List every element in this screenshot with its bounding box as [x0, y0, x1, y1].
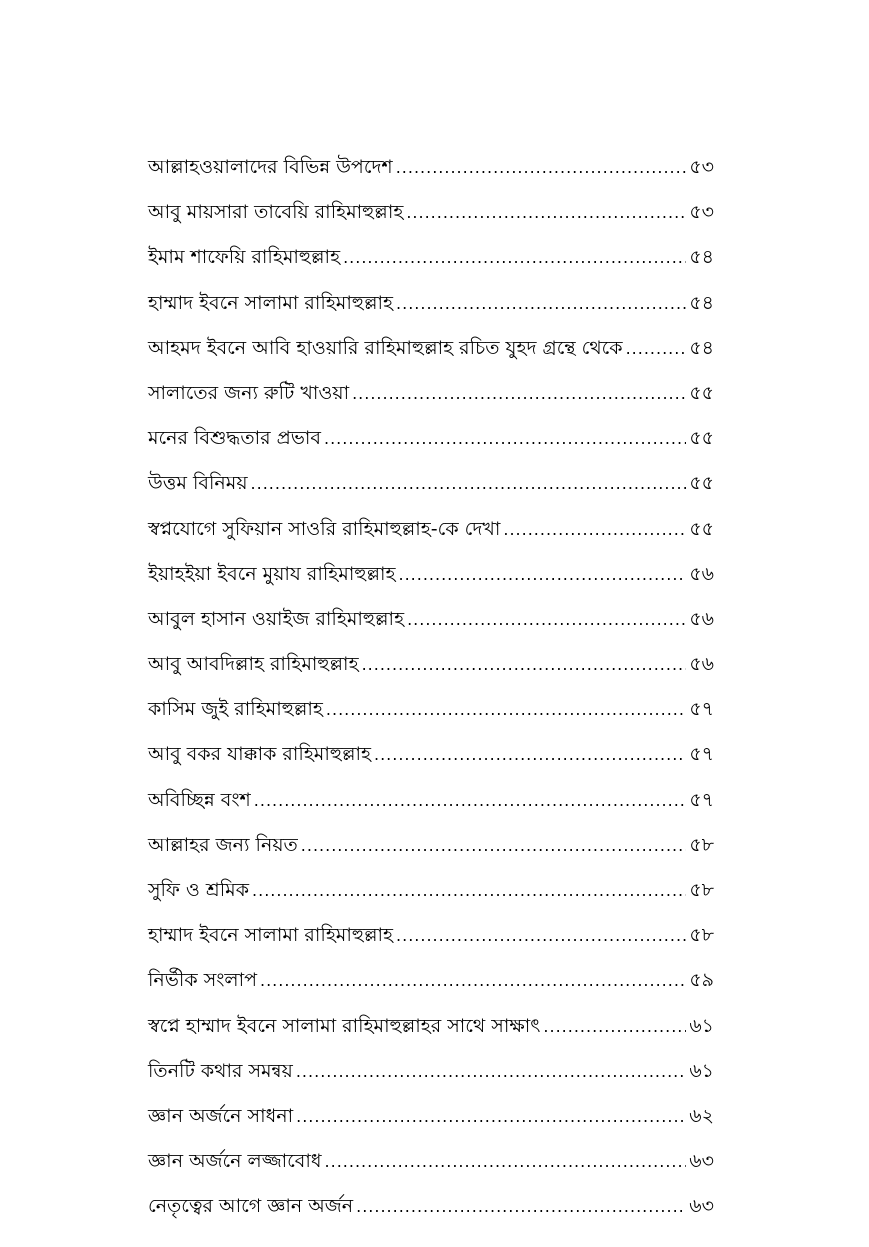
toc-entry [148, 920, 714, 965]
toc-entry [148, 514, 714, 559]
toc-entry [148, 152, 714, 197]
toc-entry-title: স্বপ্নযোগে সুফিয়ান সাওরি রাহিমাহুল্লাহ-কে দেখা [148, 517, 501, 540]
toc-entry-page: ৫৩ [689, 201, 714, 224]
toc-entry-title: জ্ঞান অর্জনে লজ্জাবোধ [148, 1150, 322, 1173]
toc-entry-title: আবু বকর যাক্কাক রাহিমাহুল্লাহ [148, 743, 371, 766]
toc-entry [148, 604, 714, 649]
toc-dot-leader [254, 786, 687, 816]
toc-entry-title: আহমদ ইবনে আবি হাওয়ারি রাহিমাহুল্লাহ রচিত যুহদ গ্রন্থে থেকে [148, 336, 623, 359]
toc-entry-title: নেতৃত্বের আগে জ্ঞান অর্জন [148, 1195, 354, 1218]
toc-entry [148, 965, 714, 1010]
toc-entry-page: ৫৪ [689, 246, 714, 269]
toc-entry-page: ৫৬ [689, 653, 714, 676]
toc-entry-page: ৫৬ [689, 562, 714, 585]
toc-entry [148, 1101, 714, 1146]
toc-entry-page: ৫৫ [689, 427, 714, 450]
toc-entry-title: তিনটি কথার সমন্বয় [148, 1059, 293, 1082]
toc-dot-leader [503, 515, 686, 545]
toc-dot-leader [406, 198, 686, 228]
toc-entry-title: হাম্মাদ ইবনে সালামা রাহিমাহুল্লাহ [148, 291, 394, 314]
toc-entry [148, 559, 714, 604]
toc-dot-leader [252, 876, 686, 906]
toc-entry-page: ৫৫ [689, 472, 714, 495]
toc-entry [148, 649, 714, 694]
toc-dot-leader [396, 153, 687, 183]
toc-entry-title: আল্লাহর জন্য নিয়ত [148, 833, 298, 856]
toc-entry-page: ৬১ [689, 1059, 714, 1082]
toc-dot-leader [398, 560, 686, 590]
toc-entry [148, 875, 714, 920]
toc-entry-title: আল্লাহওয়ালাদের বিভিন্ন উপদেশ [148, 156, 393, 178]
toc-entry [148, 830, 714, 875]
toc-entry-title: জ্ঞান অর্জনে সাধনা [148, 1104, 294, 1127]
toc-entry-page: ৬২ [689, 1104, 714, 1127]
toc-dot-leader [326, 695, 686, 725]
toc-entry-title: সুফি ও শ্রমিক [148, 879, 250, 901]
toc-dot-leader [251, 469, 687, 499]
toc-entry-page: ৫৮ [689, 924, 714, 947]
toc-dot-leader [325, 1147, 687, 1177]
toc-entry-title: আবুল হাসান ওয়াইজ রাহিমাহুল্লাহ [148, 607, 405, 630]
toc-dot-leader [296, 1102, 686, 1132]
toc-dot-leader [362, 650, 687, 680]
toc-entry-title: ইমাম শাফেয়ি রাহিমাহুল্লাহ [148, 246, 341, 269]
toc-entry-page: ৬৩ [689, 1195, 714, 1218]
toc-entry-title: উত্তম বিনিময় [148, 472, 248, 495]
toc-dot-leader [324, 424, 686, 454]
toc-entry-page: ৫৮ [689, 833, 714, 856]
toc-dot-leader [396, 289, 686, 319]
toc-entry-page: ৫৯ [689, 969, 714, 992]
toc-entry-page: ৫৬ [689, 607, 714, 630]
toc-entry [148, 1146, 714, 1191]
toc-entry-title: হাম্মাদ ইবনে সালামা রাহিমাহুল্লাহ [148, 924, 394, 947]
toc-entry [148, 1191, 714, 1236]
toc-dot-leader [396, 921, 686, 951]
toc-entry-page: ৫৪ [689, 336, 714, 359]
toc-entry-title: আবু মায়সারা তাবেয়ি রাহিমাহুল্লাহ [148, 201, 404, 224]
toc-entry-title: আবু আবদিল্লাহ রাহিমাহুল্লাহ [148, 653, 359, 676]
toc-dot-leader [301, 831, 687, 861]
toc-dot-leader [374, 740, 686, 770]
toc-entry-page: ৫৫ [689, 381, 714, 404]
toc-entry-page: ৬১ [689, 1014, 714, 1037]
table-of-contents [148, 152, 714, 1237]
toc-entry [148, 468, 714, 513]
toc-entry [148, 423, 714, 468]
toc-entry [148, 242, 714, 287]
toc-entry-page: ৫৭ [689, 788, 714, 811]
toc-dot-leader [356, 1192, 686, 1222]
toc-entry-title: স্বপ্নে হাম্মাদ ইবনে সালামা রাহিমাহুল্লাহর সাথে সাক্ষাৎ [148, 1014, 541, 1037]
toc-dot-leader [352, 379, 686, 409]
toc-entry [148, 378, 714, 423]
toc-entry-page: ৫৩ [689, 156, 714, 178]
toc-dot-leader [260, 966, 686, 996]
toc-entry-page: ৫৭ [689, 698, 714, 721]
toc-entry-title: সালাতের জন্য রুটি খাওয়া [148, 381, 350, 404]
toc-dot-leader [543, 1012, 686, 1042]
toc-entry-page: ৫৮ [689, 879, 714, 901]
toc-entry [148, 694, 714, 739]
toc-entry [148, 1056, 714, 1101]
toc-entry [148, 288, 714, 333]
toc-entry-page: ৫৪ [689, 291, 714, 314]
toc-dot-leader [343, 243, 686, 273]
toc-entry-page: ৫৭ [689, 743, 714, 766]
toc-entry-title: নির্ভীক সংলাপ [148, 969, 257, 992]
toc-entry [148, 333, 714, 378]
toc-dot-leader [296, 1057, 686, 1087]
toc-entry-page: ৫৫ [689, 517, 714, 540]
toc-entry [148, 197, 714, 242]
toc-entry-title: ইয়াহইয়া ইবনে মুয়ায রাহিমাহুল্লাহ [148, 562, 396, 585]
toc-dot-leader [407, 605, 686, 635]
toc-entry-title: অবিচ্ছিন্ন বংশ [148, 788, 251, 811]
toc-dot-leader [626, 334, 687, 364]
toc-entry [148, 739, 714, 784]
toc-entry [148, 1011, 714, 1056]
toc-entry-title: কাসিম জুই রাহিমাহুল্লাহ [148, 698, 323, 721]
toc-entry [148, 785, 714, 830]
toc-entry-title: মনের বিশুদ্ধতার প্রভাব [148, 427, 321, 450]
toc-entry-page: ৬৩ [689, 1150, 714, 1173]
